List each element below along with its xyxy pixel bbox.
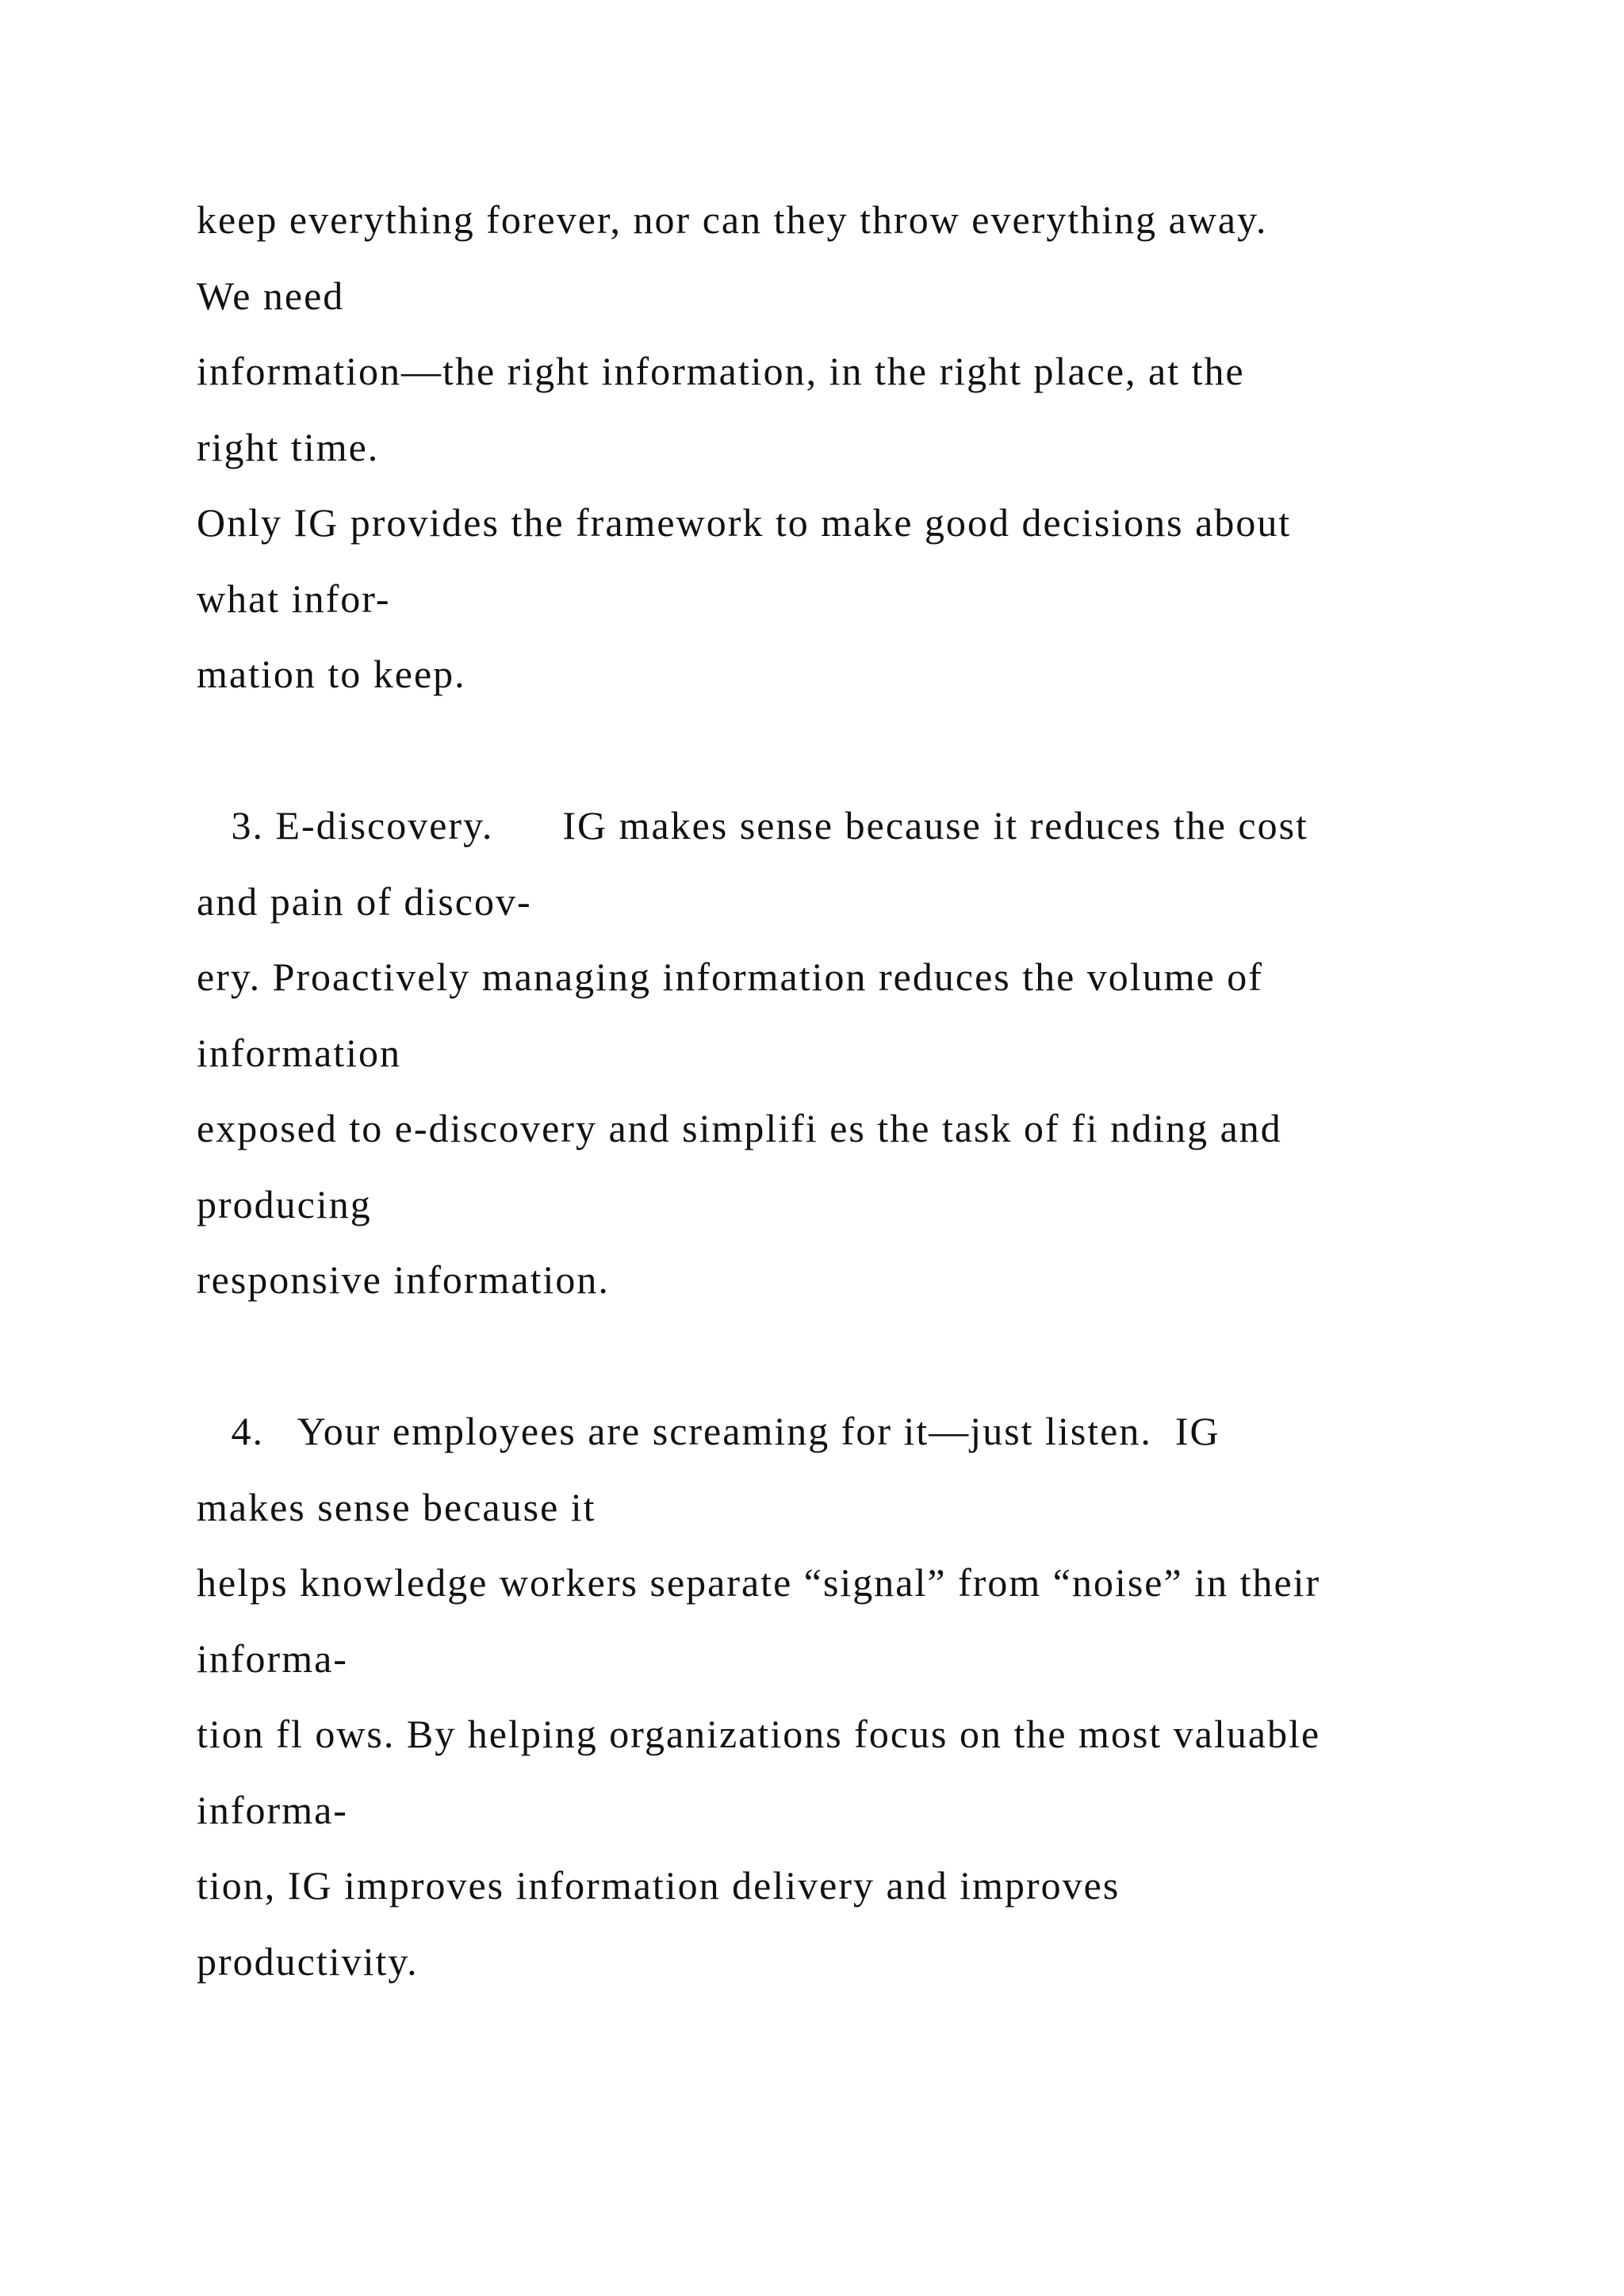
text-line: informa- xyxy=(197,1787,348,1832)
text-line: information—the right information, in the right place, at the xyxy=(197,349,1245,393)
paragraph-gap xyxy=(197,1318,1497,1395)
text-line: productivity. xyxy=(197,1938,419,1984)
text-line: and pain of discov- xyxy=(197,878,532,924)
text-line: informa- xyxy=(197,1636,348,1681)
text-line: producing xyxy=(197,1181,372,1226)
text-line: tion, IG improves information delivery and improves xyxy=(197,1863,1120,1908)
paragraph-gap xyxy=(197,713,1497,789)
text-line: tion fl ows. By helping organizations focus on the most valuable xyxy=(197,1712,1321,1756)
text-line: what infor- xyxy=(197,576,391,621)
text-line: keep everything forever, nor can they throw everything away. xyxy=(197,197,1268,242)
text-line: helps knowledge workers separate “signal” from “noise” in their xyxy=(197,1560,1321,1605)
text-line: responsive information. xyxy=(197,1257,610,1302)
text-line: ery. Proactively managing information reduces the volume of xyxy=(197,955,1263,999)
text-line: information xyxy=(197,1030,402,1075)
text-line: exposed to e-discovery and simplifi es the task of fi nding and xyxy=(197,1106,1282,1150)
list-item-heading-4: 4. Your employees are screaming for it—just listen. IG xyxy=(197,1409,1220,1453)
text-line: makes sense because it xyxy=(197,1484,596,1529)
body-text xyxy=(197,182,1497,1999)
text-line: mation to keep. xyxy=(197,652,466,696)
text-line: Only IG provides the framework to make good decisions about xyxy=(197,500,1292,545)
text-line: We need xyxy=(197,273,345,318)
text-line: right time. xyxy=(197,424,380,469)
list-item-heading-3: 3. E-discovery. IG makes sense because it reduces the cost xyxy=(197,803,1308,848)
